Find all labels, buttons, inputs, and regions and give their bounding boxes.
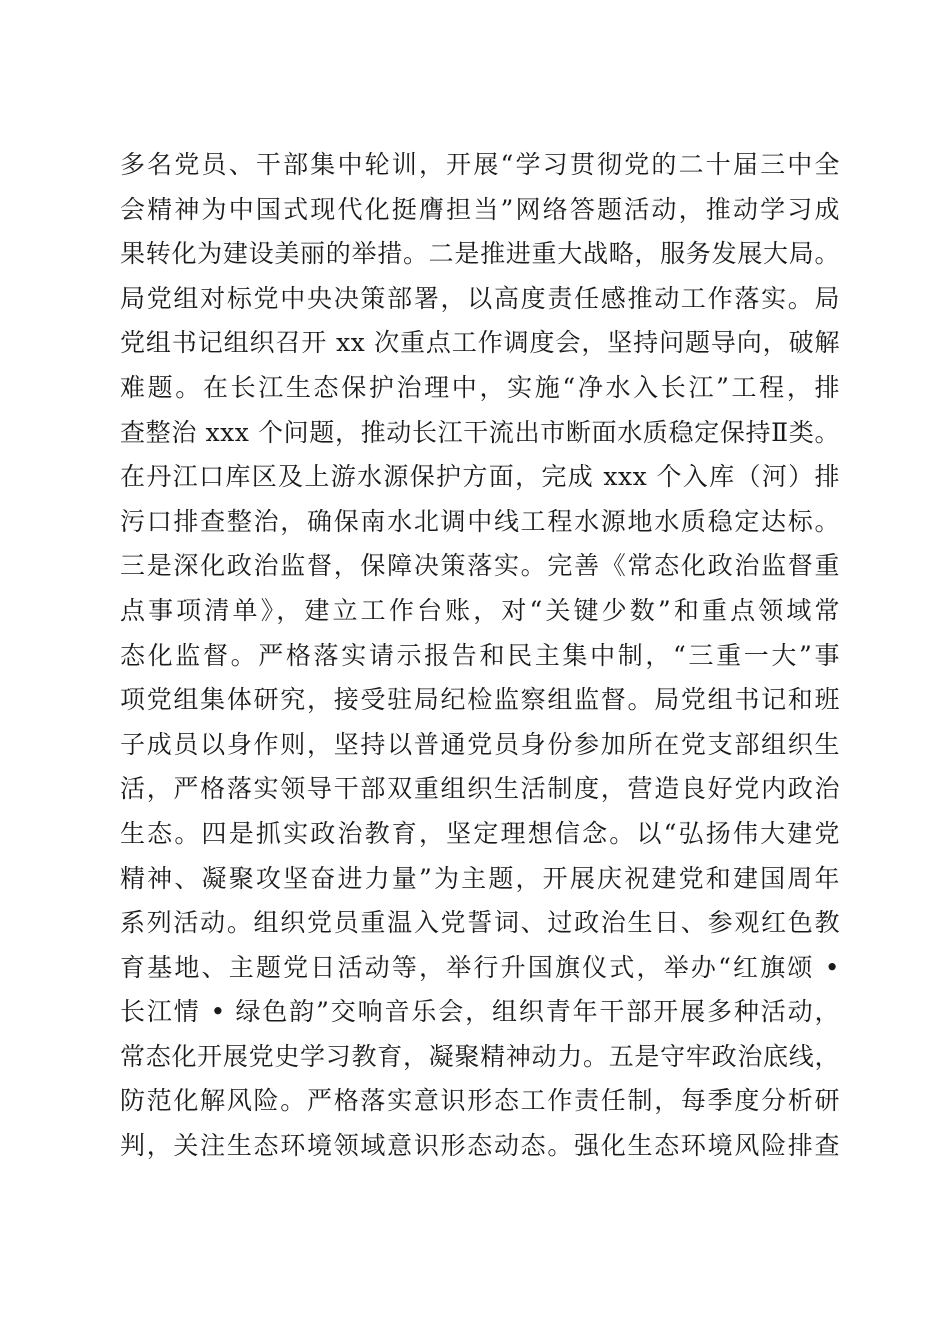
text-line: 判，关注生态环境领域意识形态动态。强化生态环境风险排查	[120, 1131, 840, 1161]
text-line: 查整治 xxx 个问题，推动长江干流出市断面水质稳定保持Ⅱ类。	[120, 417, 840, 447]
text-line: 点事项清单》，建立工作台账，对“关键少数”和重点领域常	[120, 595, 840, 625]
text-line: 果转化为建设美丽的举措。二是推进重大战略，服务发展大局。	[120, 239, 840, 269]
text-line: 难题。在长江生态保护治理中，实施“净水入长江”工程，排	[120, 372, 840, 402]
text-line: 长江情 • 绿色韵”交响音乐会，组织青年干部开展多种活动，	[120, 997, 840, 1027]
text-line: 局党组对标党中央决策部署，以高度责任感推动工作落实。局	[120, 283, 840, 313]
text-line: 防范化解风险。严格落实意识形态工作责任制，每季度分析研	[120, 1086, 840, 1116]
text-line: 精神、凝聚攻坚奋进力量”为主题，开展庆祝建党和建国周年	[120, 863, 840, 893]
text-line: 态化监督。严格落实请示报告和民主集中制，“三重一大”事	[120, 640, 840, 670]
text-line: 子成员以身作则，坚持以普通党员身份参加所在党支部组织生	[120, 729, 840, 759]
text-line: 育基地、主题党日活动等，举行升国旗仪式，举办“红旗颂 •	[120, 952, 840, 982]
text-line: 在丹江口库区及上游水源保护方面，完成 xxx 个入库（河）排	[120, 462, 840, 492]
text-line: 党组书记组织召开 xx 次重点工作调度会，坚持问题导向，破解	[120, 328, 840, 358]
text-line: 项党组集体研究，接受驻局纪检监察组监督。局党组书记和班	[120, 685, 840, 715]
text-line: 常态化开展党史学习教育，凝聚精神动力。五是守牢政治底线，	[120, 1041, 840, 1071]
text-line: 活，严格落实领导干部双重组织生活制度，营造良好党内政治	[120, 774, 840, 804]
text-line: 多名党员、干部集中轮训，开展“学习贯彻党的二十届三中全	[120, 150, 840, 179]
text-line: 三是深化政治监督，保障决策落实。完善《常态化政治监督重	[120, 551, 840, 581]
text-line: 会精神为中国式现代化挺膺担当”网络答题活动，推动学习成	[120, 194, 840, 224]
text-line: 污口排查整治，确保南水北调中线工程水源地水质稳定达标。	[120, 506, 840, 536]
body-paragraph	[120, 143, 840, 1169]
text-line: 生态。四是抓实政治教育，坚定理想信念。以“弘扬伟大建党	[120, 818, 840, 848]
text-line: 系列活动。组织党员重温入党誓词、过政治生日、参观红色教	[120, 908, 840, 938]
